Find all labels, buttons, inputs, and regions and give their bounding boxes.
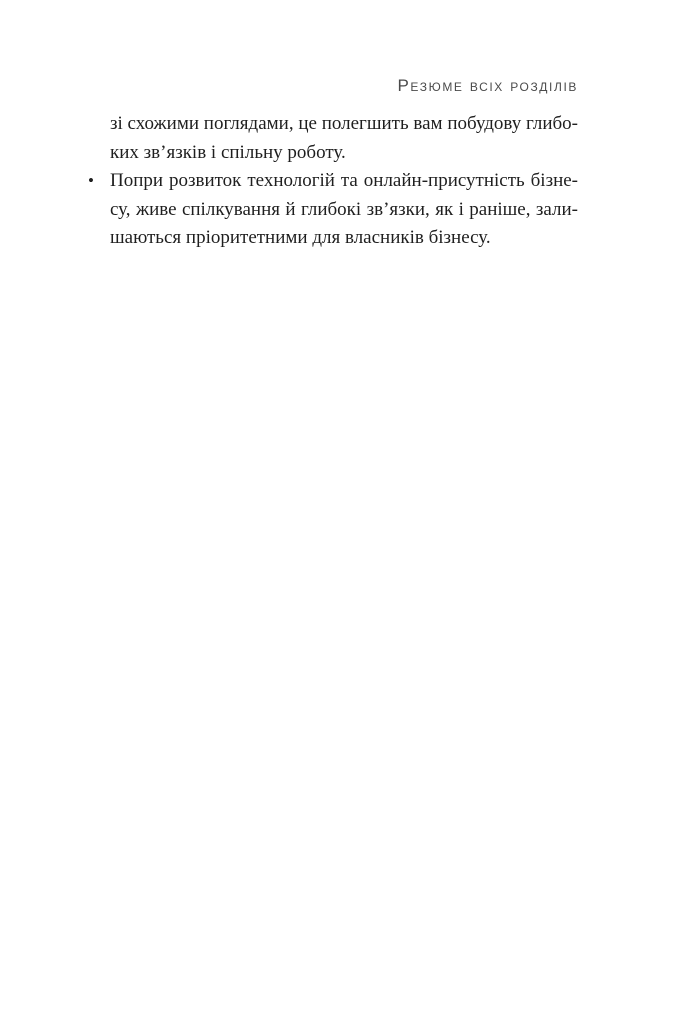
continuation-paragraph (110, 110, 578, 167)
page-body (88, 110, 578, 253)
paragraph-line: су, живе спілкування й глибокі зв’язки, як і раніше, зали- (110, 198, 578, 220)
paragraph-line: Попри розвиток технологій та онлайн-присутність бізне- (110, 170, 578, 192)
running-header: Резюме всіх розділів (397, 76, 578, 95)
paragraph-line: шаються пріоритетними для власників бізнесу. (110, 227, 491, 249)
bullet-item (88, 167, 578, 253)
paragraph-line: зі схожими поглядами, це полегшить вам побудову глибо- (110, 113, 578, 134)
bullet-marker: • (88, 171, 94, 191)
paragraph-line: ких зв’язків і спільну роботу. (110, 141, 346, 163)
